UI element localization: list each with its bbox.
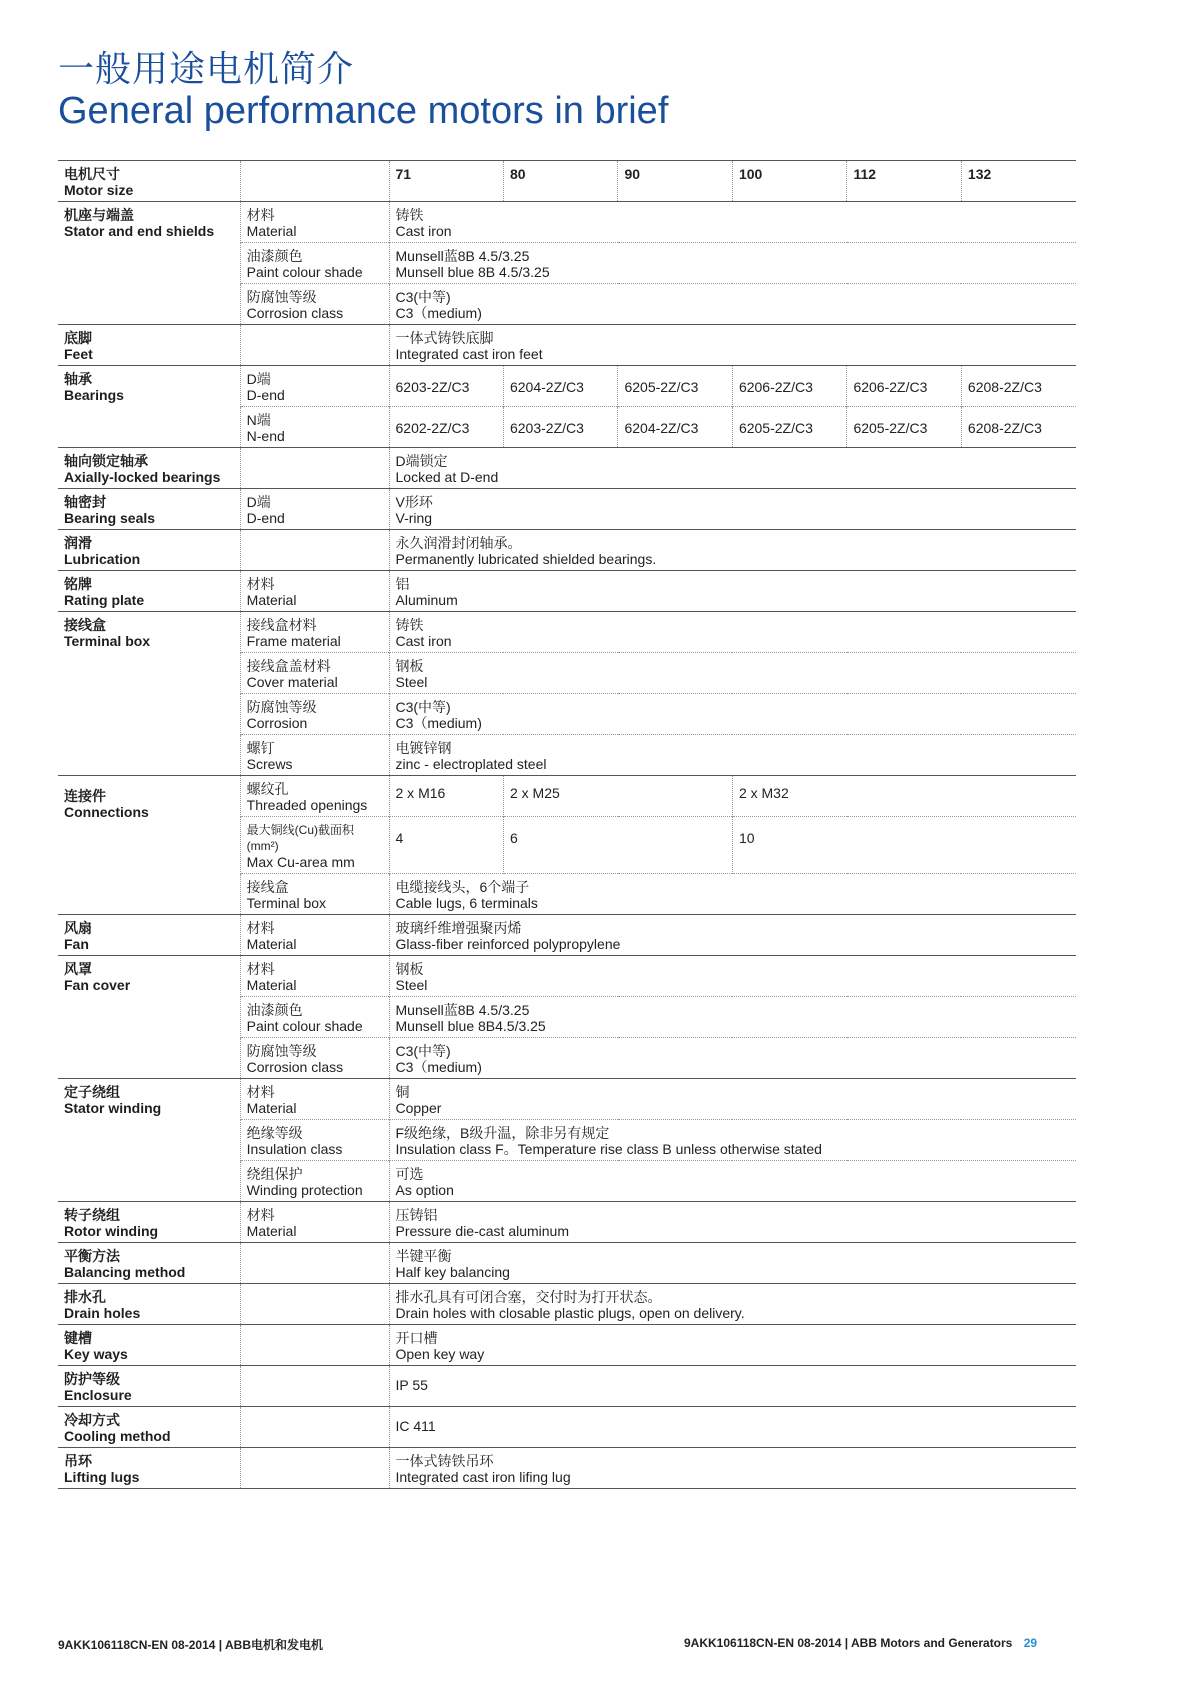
sub-label: D端 D-end xyxy=(240,366,389,407)
bearing-cell: 6205-2Z/C3 xyxy=(732,407,846,448)
category-label: 底脚 Feet xyxy=(58,325,240,366)
sub-label: 油漆颜色 Paint colour shade xyxy=(240,997,389,1038)
sub-label: 绝缘等级 Insulation class xyxy=(240,1120,389,1161)
sub-label: 油漆颜色 Paint colour shade xyxy=(240,243,389,284)
fan-row xyxy=(58,915,1076,956)
keyways-row xyxy=(58,1325,1076,1366)
sub-label: 防腐蚀等级 Corrosion class xyxy=(240,1038,389,1079)
value-cell: 永久润滑封闭轴承。 Permanently lubricated shielded bearings. xyxy=(389,530,1076,571)
value-cell: 2 x M32 xyxy=(732,776,1076,817)
value-cell: F级绝缘，B级升温，除非另有规定 Insulation class F。Temperature rise class B unless otherwise stated xyxy=(389,1120,1076,1161)
category-label: 冷却方式 Cooling method xyxy=(58,1407,240,1448)
category-label: 连接件 Connections xyxy=(58,776,240,915)
bearing-cell: 6204-2Z/C3 xyxy=(503,366,617,407)
footer-right xyxy=(684,1636,1037,1650)
value-cell: 半键平衡 Half key balancing xyxy=(389,1243,1076,1284)
bearing-cell: 6202-2Z/C3 xyxy=(389,407,503,448)
value-cell: IC 411 xyxy=(389,1407,1076,1448)
sub-label: 绕组保护 Winding protection xyxy=(240,1161,389,1202)
size-cell: 80 xyxy=(503,161,617,202)
sub-label: N端 N-end xyxy=(240,407,389,448)
footer-right-text: 9AKK106118CN-EN 08-2014 | ABB Motors and Generators xyxy=(684,1636,1013,1650)
value-cell: 排水孔具有可闭合塞，交付时为打开状态。 Drain holes with closable plastic plugs, open on delivery. xyxy=(389,1284,1076,1325)
value-cell: 6 xyxy=(503,817,732,874)
stator-winding-material-row xyxy=(58,1079,1076,1120)
value-cell: V形环 V-ring xyxy=(389,489,1076,530)
bearing-cell: 6205-2Z/C3 xyxy=(618,366,732,407)
value-cell: 铸铁 Cast iron xyxy=(389,612,1076,653)
spec-table xyxy=(58,160,1076,1489)
sub-label: 最大铜线(Cu)截面积(mm²) Max Cu-area mm xyxy=(240,817,389,874)
value-cell: 铜 Copper xyxy=(389,1079,1076,1120)
category-label: 轴密封 Bearing seals xyxy=(58,489,240,530)
category-label: 机座与端盖 Stator and end shields xyxy=(58,202,240,325)
sub-label: 接线盒 Terminal box xyxy=(240,874,389,915)
value-cell: D端锁定 Locked at D-end xyxy=(389,448,1076,489)
value-cell: 可选 As option xyxy=(389,1161,1076,1202)
category-label: 平衡方法 Balancing method xyxy=(58,1243,240,1284)
value-cell: 2 x M25 xyxy=(503,776,732,817)
seals-row xyxy=(58,489,1076,530)
bearing-cell: 6206-2Z/C3 xyxy=(732,366,846,407)
category-label: 键槽 Key ways xyxy=(58,1325,240,1366)
value-cell: Munsell蓝8B 4.5/3.25 Munsell blue 8B4.5/3.25 xyxy=(389,997,1076,1038)
value-cell: C3(中等) C3（medium) xyxy=(389,694,1076,735)
feet-row xyxy=(58,325,1076,366)
sub-label: 材料 Material xyxy=(240,202,389,243)
bearing-cell: 6205-2Z/C3 xyxy=(847,407,961,448)
rating-row xyxy=(58,571,1076,612)
balancing-row xyxy=(58,1243,1076,1284)
category-label: 吊环 Lifting lugs xyxy=(58,1448,240,1489)
lifting-row xyxy=(58,1448,1076,1489)
axial-row xyxy=(58,448,1076,489)
motor-size-header-row xyxy=(58,161,1076,202)
sub-label: 材料 Material xyxy=(240,956,389,997)
category-label: 风扇 Fan xyxy=(58,915,240,956)
category-label: 排水孔 Drain holes xyxy=(58,1284,240,1325)
bearing-cell: 6203-2Z/C3 xyxy=(503,407,617,448)
value-cell: Munsell蓝8B 4.5/3.25 Munsell blue 8B 4.5/3.25 xyxy=(389,243,1076,284)
value-cell: 玻璃纤维增强聚丙烯 Glass-fiber reinforced polypropylene xyxy=(389,915,1076,956)
value-cell: 2 x M16 xyxy=(389,776,503,817)
bearing-cell: 6206-2Z/C3 xyxy=(847,366,961,407)
page-number: 29 xyxy=(1023,1636,1038,1650)
drain-row xyxy=(58,1284,1076,1325)
value-cell: 电镀锌钢 zinc - electroplated steel xyxy=(389,735,1076,776)
size-cell: 112 xyxy=(847,161,961,202)
enclosure-row xyxy=(58,1366,1076,1407)
sub-label: 材料 Material xyxy=(240,571,389,612)
footer-left: 9AKK106118CN-EN 08-2014 | ABB电机和发电机 xyxy=(58,1638,324,1652)
category-label: 轴承 Bearings xyxy=(58,366,240,448)
value-cell: 钢板 Steel xyxy=(389,653,1076,694)
category-label: 接线盒 Terminal box xyxy=(58,612,240,776)
value-cell: 铸铁 Cast iron xyxy=(389,202,1076,243)
value-cell: 10 xyxy=(732,817,1076,874)
value-cell: 钢板 Steel xyxy=(389,956,1076,997)
sub-label: 材料 Material xyxy=(240,915,389,956)
sub-label: 螺钉 Screws xyxy=(240,735,389,776)
value-cell: 压铸铝 Pressure die-cast aluminum xyxy=(389,1202,1076,1243)
value-cell: 一体式铸铁底脚 Integrated cast iron feet xyxy=(389,325,1076,366)
value-cell: IP 55 xyxy=(389,1366,1076,1407)
category-label: 铭牌 Rating plate xyxy=(58,571,240,612)
bearings-dend-row xyxy=(58,366,1076,407)
category-label: 转子绕组 Rotor winding xyxy=(58,1202,240,1243)
terminal-frame-row xyxy=(58,612,1076,653)
sub-label: D端 D-end xyxy=(240,489,389,530)
sub-label: 接线盒材料 Frame material xyxy=(240,612,389,653)
category-label: 轴向锁定轴承 Axially-locked bearings xyxy=(58,448,240,489)
lubrication-row xyxy=(58,530,1076,571)
category-label: 电机尺寸 Motor size xyxy=(58,161,240,202)
stator-material-row xyxy=(58,202,1076,243)
connections-threaded-row xyxy=(58,776,1076,817)
cooling-row xyxy=(58,1407,1076,1448)
value-cell: 开口槽 Open key way xyxy=(389,1325,1076,1366)
category-label: 定子绕组 Stator winding xyxy=(58,1079,240,1202)
sub-label: 接线盒盖材料 Cover material xyxy=(240,653,389,694)
bearing-cell: 6204-2Z/C3 xyxy=(618,407,732,448)
bearing-cell: 6208-2Z/C3 xyxy=(961,366,1076,407)
value-cell: C3(中等) C3（medium) xyxy=(389,284,1076,325)
fancover-material-row xyxy=(58,956,1076,997)
sub-label: 防腐蚀等级 Corrosion xyxy=(240,694,389,735)
rotor-row xyxy=(58,1202,1076,1243)
value-cell: 电缆接线头，6个端子 Cable lugs, 6 terminals xyxy=(389,874,1076,915)
sub-label: 防腐蚀等级 Corrosion class xyxy=(240,284,389,325)
value-cell: 铝 Aluminum xyxy=(389,571,1076,612)
size-cell: 132 xyxy=(961,161,1076,202)
size-cell: 71 xyxy=(389,161,503,202)
category-label: 风罩 Fan cover xyxy=(58,956,240,1079)
size-cell: 100 xyxy=(732,161,846,202)
category-label: 润滑 Lubrication xyxy=(58,530,240,571)
bearing-cell: 6203-2Z/C3 xyxy=(389,366,503,407)
sub-label: 材料 Material xyxy=(240,1202,389,1243)
page-title-en: General performance motors in brief xyxy=(58,90,669,132)
value-cell: C3(中等) C3（medium) xyxy=(389,1038,1076,1079)
value-cell: 4 xyxy=(389,817,503,874)
page-title-zh: 一般用途电机简介 xyxy=(58,49,355,90)
sub-label: 螺纹孔 Threaded openings xyxy=(240,776,389,817)
value-cell: 一体式铸铁吊环 Integrated cast iron lifing lug xyxy=(389,1448,1076,1489)
sub-label: 材料 Material xyxy=(240,1079,389,1120)
size-cell: 90 xyxy=(618,161,732,202)
bearing-cell: 6208-2Z/C3 xyxy=(961,407,1076,448)
category-label: 防护等级 Enclosure xyxy=(58,1366,240,1407)
